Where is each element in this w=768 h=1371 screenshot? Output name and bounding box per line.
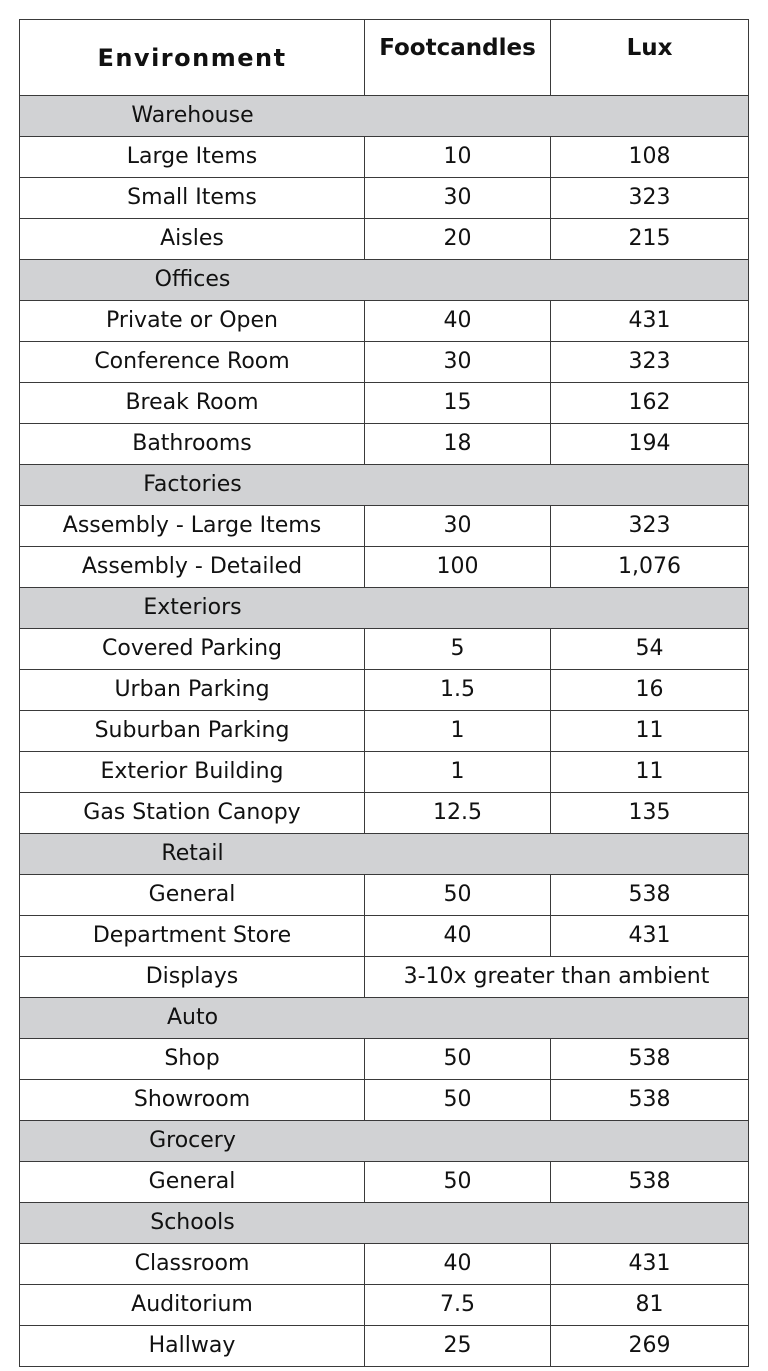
cell-footcandles: 40 [365,301,551,342]
cell-footcandles: 40 [365,916,551,957]
cell-environment: General [20,875,365,916]
cell-footcandles: 30 [365,506,551,547]
header-footcandles: Footcandles [365,20,551,96]
cell-lux: 323 [551,342,749,383]
cell-environment: Covered Parking [20,629,365,670]
section-row [20,588,749,629]
cell-lux: 431 [551,916,749,957]
table-row [20,752,749,793]
cell-footcandles: 1.5 [365,670,551,711]
cell-footcandles: 25 [365,1326,551,1367]
section-label-text: Schools [150,1210,235,1235]
section-label-text: Offices [154,267,231,292]
cell-environment: Aisles [20,219,365,260]
cell-lux: 11 [551,752,749,793]
table-row [20,178,749,219]
cell-footcandles: 50 [365,875,551,916]
cell-environment: Urban Parking [20,670,365,711]
cell-lux: 538 [551,1162,749,1203]
table-row [20,957,749,998]
cell-footcandles: 40 [365,1244,551,1285]
cell-footcandles: 18 [365,424,551,465]
cell-environment: Gas Station Canopy [20,793,365,834]
header-environment: Environment [20,20,365,96]
section-label [20,998,749,1039]
lighting-table-wrapper [19,19,748,1367]
table-row [20,219,749,260]
section-label-text: Factories [143,472,242,497]
table-row [20,629,749,670]
cell-lux: 269 [551,1326,749,1367]
header-lux: Lux [551,20,749,96]
cell-lux: 108 [551,137,749,178]
cell-lux: 538 [551,1039,749,1080]
table-row [20,1080,749,1121]
cell-footcandles: 15 [365,383,551,424]
lighting-levels-table [19,19,749,1367]
cell-footcandles: 50 [365,1080,551,1121]
table-row [20,506,749,547]
cell-environment: Large Items [20,137,365,178]
cell-environment: Assembly - Large Items [20,506,365,547]
cell-environment: Suburban Parking [20,711,365,752]
section-label [20,96,749,137]
header-row [20,20,749,96]
section-label [20,1203,749,1244]
table-row [20,1285,749,1326]
cell-lux: 215 [551,219,749,260]
table-row [20,301,749,342]
table-row [20,137,749,178]
cell-environment: Department Store [20,916,365,957]
cell-footcandles: 30 [365,178,551,219]
table-row [20,916,749,957]
section-label [20,465,749,506]
section-row [20,834,749,875]
cell-footcandles: 5 [365,629,551,670]
table-row [20,670,749,711]
table-row [20,1244,749,1285]
cell-environment: Displays [20,957,365,998]
table-header [20,20,749,96]
cell-lux: 323 [551,506,749,547]
cell-lux: 431 [551,301,749,342]
table-body [20,96,749,1367]
table-row [20,547,749,588]
table-row [20,1039,749,1080]
section-label-text: Auto [166,1005,219,1030]
cell-environment: Showroom [20,1080,365,1121]
section-label-text: Retail [161,841,224,866]
cell-footcandles: 50 [365,1162,551,1203]
cell-lux: 538 [551,875,749,916]
section-label-text: Exteriors [143,595,242,620]
section-label [20,834,749,875]
table-row [20,711,749,752]
table-row [20,793,749,834]
cell-lux: 538 [551,1080,749,1121]
cell-lux: 81 [551,1285,749,1326]
cell-lux: 16 [551,670,749,711]
cell-merged-note: 3-10x greater than ambient [365,957,749,998]
table-row [20,342,749,383]
cell-environment: Hallway [20,1326,365,1367]
cell-footcandles: 10 [365,137,551,178]
cell-footcandles: 20 [365,219,551,260]
section-row [20,998,749,1039]
table-row [20,424,749,465]
section-row [20,465,749,506]
cell-environment: Shop [20,1039,365,1080]
cell-environment: Auditorium [20,1285,365,1326]
cell-environment: Exterior Building [20,752,365,793]
cell-lux: 431 [551,1244,749,1285]
cell-lux: 135 [551,793,749,834]
section-label-text: Grocery [149,1128,236,1153]
section-row [20,1121,749,1162]
cell-environment: Small Items [20,178,365,219]
cell-environment: Classroom [20,1244,365,1285]
cell-environment: Conference Room [20,342,365,383]
cell-lux: 323 [551,178,749,219]
cell-environment: Private or Open [20,301,365,342]
table-row [20,1162,749,1203]
cell-environment: Bathrooms [20,424,365,465]
section-label-text: Warehouse [131,103,254,128]
cell-footcandles: 1 [365,752,551,793]
cell-environment: General [20,1162,365,1203]
cell-footcandles: 50 [365,1039,551,1080]
cell-lux: 194 [551,424,749,465]
cell-footcandles: 12.5 [365,793,551,834]
cell-environment: Assembly - Detailed [20,547,365,588]
cell-lux: 1,076 [551,547,749,588]
table-row [20,1326,749,1367]
cell-lux: 54 [551,629,749,670]
cell-footcandles: 1 [365,711,551,752]
section-label [20,260,749,301]
cell-footcandles: 7.5 [365,1285,551,1326]
cell-environment: Break Room [20,383,365,424]
cell-lux: 162 [551,383,749,424]
cell-lux: 11 [551,711,749,752]
cell-footcandles: 100 [365,547,551,588]
section-row [20,260,749,301]
table-row [20,875,749,916]
section-label [20,588,749,629]
section-row [20,1203,749,1244]
table-row [20,383,749,424]
section-row [20,96,749,137]
section-label [20,1121,749,1162]
cell-footcandles: 30 [365,342,551,383]
